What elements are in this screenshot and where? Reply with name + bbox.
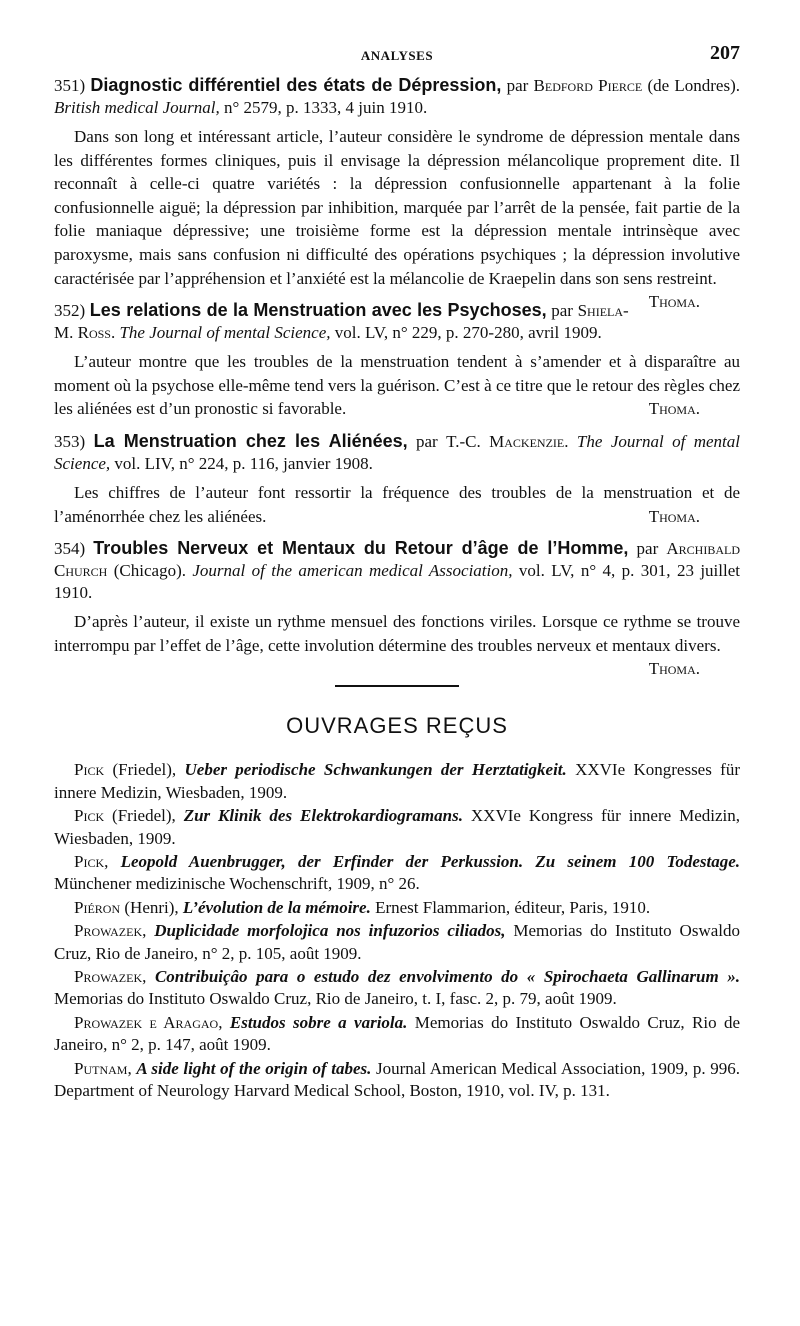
reference-title: Leopold Auenbrugger, der Erfinder der Perkussion. Zu seinem 100 Todestage. bbox=[120, 851, 741, 871]
article-title: Troubles Nerveux et Mentaux du Retour d’âge de l’Homme, bbox=[93, 538, 629, 559]
article-place bbox=[569, 432, 577, 451]
article-number: 351) bbox=[54, 76, 86, 95]
reference-title: L’évolution de la mémoire. bbox=[182, 897, 371, 917]
running-head bbox=[54, 40, 740, 68]
reference-item bbox=[54, 920, 740, 965]
article-place: (de Londres). bbox=[642, 76, 741, 95]
reference-title: Zur Klinik des Elektrokardiogramans. bbox=[183, 806, 463, 826]
article-journal: The Journal of mental Science, bbox=[54, 431, 741, 473]
references-list bbox=[54, 759, 740, 1102]
reference-rest: XXVIe Kongresses für innere Medizin, Wiesbaden, 1909. bbox=[54, 760, 740, 802]
running-title: ANALYSES bbox=[360, 48, 434, 63]
article-heading bbox=[54, 537, 740, 604]
article-author: Bedford Pierce bbox=[533, 76, 643, 95]
article-journal: The Journal of mental Science, bbox=[119, 323, 331, 343]
article-by: par bbox=[407, 431, 447, 451]
section-title: OUVRAGES REÇUS bbox=[286, 713, 508, 739]
reference-author: Piéron bbox=[74, 897, 121, 917]
article-signature: Thoma. bbox=[648, 506, 700, 526]
article-title: La Menstruation chez les Aliénées, bbox=[93, 430, 408, 451]
reference-item bbox=[54, 1012, 740, 1057]
reference-author-rest: (Henri), bbox=[120, 897, 183, 917]
article-title: Diagnostic différentiel des états de Dépression, bbox=[90, 75, 502, 95]
article-citation: n° 2579, p. 1333, 4 juin 1910. bbox=[219, 98, 428, 117]
reference-author: Pick bbox=[74, 760, 105, 780]
article-by: par bbox=[628, 539, 667, 559]
article-352 bbox=[54, 299, 740, 421]
article-body-text: Dans son long et intéressant article, l’auteur considère le syndrome de dépression mentale dans les différentes formes cliniques, puis il envisage la dépression mélancolique proprement dite. Il reconnaît à celle-ci quatre variétés : la dépression confusionnelle appartenant à la folie confusionnelle aiguë; la dépression par inhibition, marquée par l’arrêt de la pensée, fait partie de la folie maniaque dépressive; une troisième forme est la dépression mentale intrinsèque avec paroxysme, mais sans confusion ni difficulté des opérations psychiques ; la dépression involutive caractérisée par l’appréhension et l’anxiété est la mélancolie de Kraepelin dans son sens restreint. bbox=[54, 127, 740, 288]
reference-author: Putnam, bbox=[74, 1058, 132, 1078]
article-citation: vol. LV, n° 229, p. 270-280, avril 1909. bbox=[330, 323, 602, 343]
reference-author-rest: (Friedel), bbox=[104, 806, 184, 826]
reference-author: Pick bbox=[74, 806, 105, 826]
article-heading bbox=[54, 430, 740, 475]
article-journal: Journal of the american medical Association, bbox=[192, 561, 513, 581]
reference-item bbox=[54, 805, 740, 850]
article-body-text: D’après l’auteur, il existe un rythme mensuel des fonctions viriles. Lorsque ce rythme se trouve interrompu par l’effet de l’âge, cette involution détermine des troubles nerveux et mentaux divers. bbox=[54, 612, 740, 655]
article-author: Shiela-M. Ross. bbox=[54, 301, 629, 343]
article-journal: British medical Journal, bbox=[54, 98, 220, 117]
article-place: (Chicago). bbox=[107, 561, 193, 581]
article-body bbox=[54, 481, 740, 528]
content bbox=[54, 74, 740, 1103]
reference-item bbox=[54, 897, 740, 919]
reference-author-rest: (Friedel), bbox=[104, 760, 185, 780]
article-body-text: Les chiffres de l’auteur font ressortir la fréquence des troubles de la menstruation et de l’aménorrhée chez les aliénées. bbox=[54, 482, 740, 526]
reference-author-rest bbox=[146, 967, 155, 986]
reference-rest: Ernest Flammarion, éditeur, Paris, 1910. bbox=[370, 897, 651, 917]
article-signature: Thoma. bbox=[648, 292, 700, 312]
article-heading bbox=[54, 74, 740, 119]
article-citation: vol. LIV, n° 224, p. 116, janvier 1908. bbox=[110, 453, 373, 473]
reference-item bbox=[54, 1058, 740, 1103]
reference-title: A side light of the origin of tabes. bbox=[136, 1058, 372, 1078]
reference-title: Contribuiçâo para o estudo dez envolvimento do « Spirochaeta Gallinarum ». bbox=[154, 966, 741, 986]
article-body bbox=[54, 610, 740, 679]
article-by: par bbox=[501, 76, 534, 95]
section-divider bbox=[335, 685, 459, 687]
reference-title: Estudos sobre a variola. bbox=[229, 1012, 408, 1032]
article-author: T.-C. Mackenzie. bbox=[446, 431, 569, 451]
reference-author: Prowazek, bbox=[74, 966, 147, 986]
article-354 bbox=[54, 537, 740, 679]
reference-title: Duplicidade morfolojica nos infuzorios ciliados, bbox=[154, 921, 506, 941]
reference-rest: Memorias do Instituto Oswaldo Cruz, Rio de Janeiro, n° 2, p. 105, août 1909. bbox=[54, 921, 740, 963]
page-number: 207 bbox=[710, 42, 740, 64]
reference-rest: Journal American Medical Association, 1909, p. 996. Department of Neurology Harvard Medical School, Boston, 1910, vol. IV, p. 131. bbox=[54, 1058, 740, 1100]
article-title: Les relations de la Menstruation avec les Psychoses, bbox=[89, 300, 547, 321]
article-author: Archibald Church bbox=[54, 539, 740, 581]
reference-title: Ueber periodische Schwankungen der Herztatigkeit. bbox=[184, 760, 567, 780]
article-body bbox=[54, 350, 740, 421]
reference-item bbox=[54, 966, 740, 1011]
article-signature: Thoma. bbox=[648, 399, 700, 419]
reference-author-rest bbox=[108, 852, 120, 871]
article-353 bbox=[54, 430, 740, 528]
article-body-text: L’auteur montre que les troubles de la menstruation tendent à s’amender et à disparaître au moment où la psychose elle-même tend vers la guérison. C’est à ce titre que le retour des règles chez les aliénées est d’un pronostic si favorable. bbox=[54, 352, 740, 419]
article-number: 353) bbox=[54, 431, 86, 451]
reference-item bbox=[54, 851, 740, 896]
reference-author: Prowazek e Aragao, bbox=[74, 1012, 223, 1032]
article-number: 352) bbox=[54, 301, 86, 321]
reference-rest: Münchener medizinische Wochenschrift, 1909, n° 26. bbox=[54, 874, 420, 894]
article-number: 354) bbox=[54, 539, 86, 559]
article-signature: Thoma. bbox=[648, 659, 700, 679]
reference-rest: Memorias do Instituto Oswaldo Cruz, Rio de Janeiro, t. I, fasc. 2, p. 79, août 1909. bbox=[54, 989, 617, 1009]
article-citation: vol. LV, n° 4, p. 301, 23 juillet 1910. bbox=[54, 561, 740, 603]
article-by: par bbox=[546, 301, 578, 321]
reference-item bbox=[54, 759, 740, 804]
reference-rest: Memorias do Instituto Oswaldo Cruz, Rio de Janeiro, n° 2, p. 147, août 1909. bbox=[54, 1012, 740, 1055]
reference-rest: XXVIe Kongress für innere Medizin, Wiesbaden, 1909. bbox=[54, 806, 740, 848]
reference-author-rest bbox=[222, 1013, 229, 1032]
reference-author: Prowazek, bbox=[74, 921, 147, 941]
reference-author: Pick, bbox=[74, 851, 109, 871]
